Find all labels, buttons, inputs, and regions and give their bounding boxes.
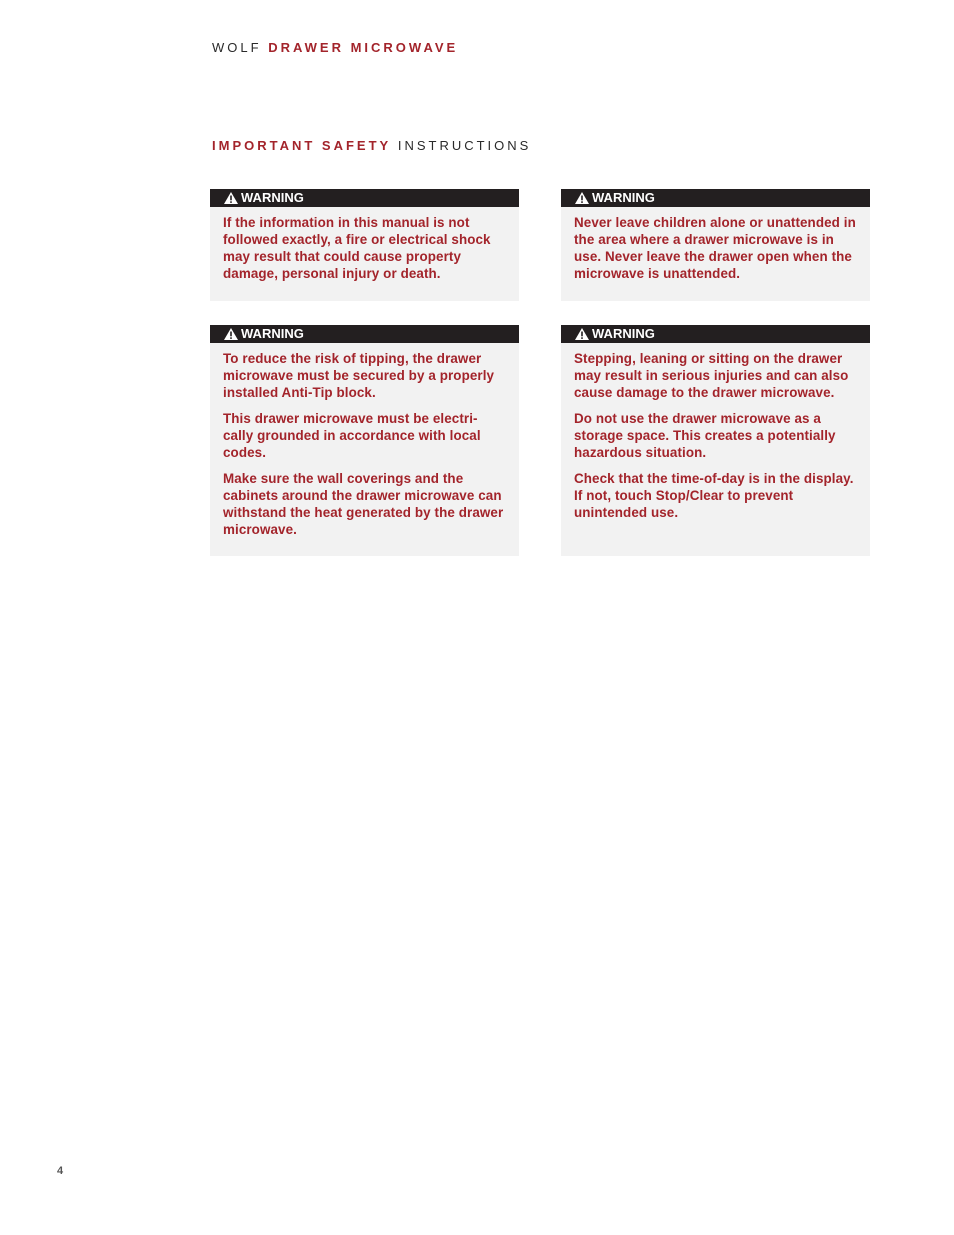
warning-text: Do not use the drawer microwave as a storage space. This creates a potentially hazardous situation. (574, 411, 836, 460)
warning-bar (210, 325, 519, 343)
warning-label: WARNING (241, 326, 304, 341)
warning-text: Make sure the wall coverings and the cabinets around the drawer microwave can withstand the heat generated by the drawer microwave. (223, 471, 504, 537)
header-brand: WOLF (212, 40, 262, 55)
warning-text: This drawer microwave must be electri-cally grounded in accordance with local codes. (223, 411, 481, 460)
warning-triangle-icon (575, 192, 589, 204)
warning-box-1 (210, 189, 519, 301)
warning-box-2 (561, 189, 870, 301)
section-title-rest: INSTRUCTIONS (397, 138, 532, 153)
warning-triangle-icon (224, 328, 238, 340)
warning-bar (561, 189, 870, 207)
header-product: DRAWER MICROWAVE (268, 40, 459, 55)
warning-text: Stepping, leaning or sitting on the drawer may result in serious injuries and can also cause damage to the drawer microwave. (574, 351, 849, 400)
warning-triangle-icon (575, 328, 589, 340)
section-title-emphasis: IMPORTANT SAFETY (212, 138, 392, 153)
warning-bar (210, 189, 519, 207)
warning-label: WARNING (241, 190, 304, 205)
warning-box-3 (210, 325, 519, 556)
page-number: 4 (57, 1165, 64, 1177)
warning-bar (561, 325, 870, 343)
warning-label: WARNING (592, 190, 655, 205)
warning-label: WARNING (592, 326, 655, 341)
warning-box-4 (561, 325, 870, 556)
warning-text: Never leave children alone or unattended in the area where a drawer microwave is in use. Never leave the drawer open when the microwave is unattended. (574, 215, 856, 281)
warning-triangle-icon (224, 192, 238, 204)
warning-text: Check that the time-of-day is in the display. If not, touch Stop/Clear to prevent unintended use. (574, 471, 854, 520)
running-header (212, 40, 458, 55)
warning-text: If the information in this manual is not followed exactly, a fire or electrical shock may result that could cause property damage, personal injury or death. (223, 215, 491, 281)
warning-text: To reduce the risk of tipping, the drawer microwave must be secured by a properly installed Anti-Tip block. (223, 351, 495, 400)
section-title (212, 138, 531, 153)
